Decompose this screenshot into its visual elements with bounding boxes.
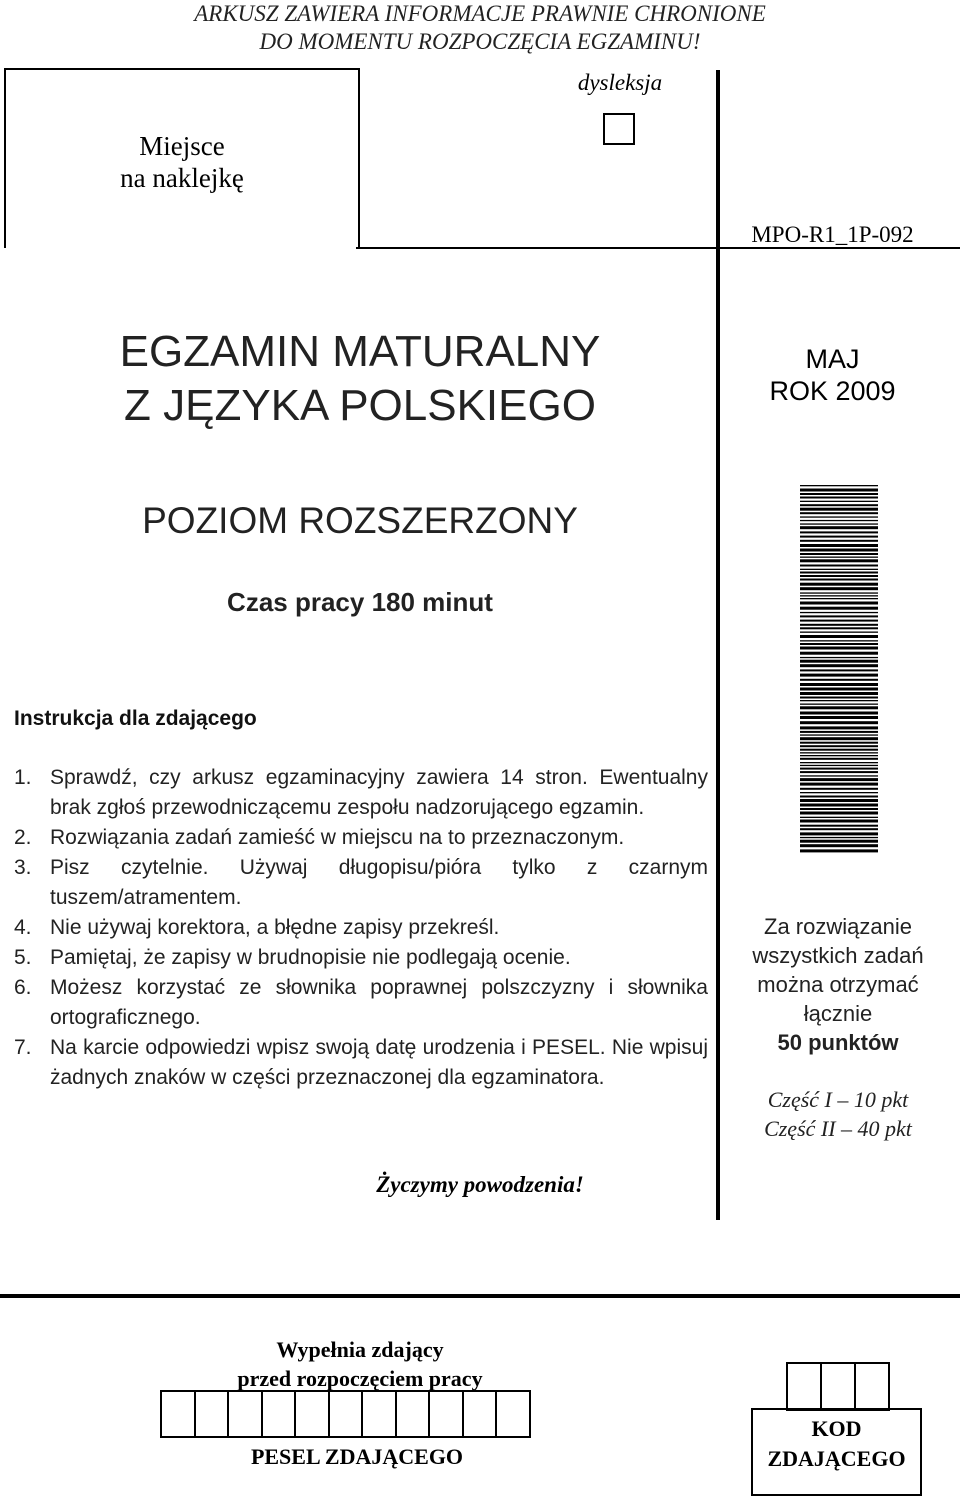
barcode-bar	[800, 742, 878, 744]
barcode-bar	[800, 758, 878, 760]
pesel-digit-box[interactable]	[330, 1392, 364, 1436]
barcode-bar	[800, 664, 878, 667]
barcode-bar	[800, 485, 878, 486]
barcode-bar	[800, 712, 878, 715]
barcode-bar	[800, 643, 878, 645]
code-digit-box[interactable]	[788, 1364, 822, 1409]
barcode-bar	[800, 520, 878, 521]
barcode-bar	[800, 531, 878, 533]
pesel-digit-box[interactable]	[397, 1392, 431, 1436]
barcode-bar	[800, 799, 878, 802]
barcode-bar	[800, 775, 878, 776]
barcode-bar	[800, 607, 878, 610]
fill-label-line-2: przed rozpoczęciem pracy	[237, 1366, 483, 1391]
instruction-item: 3. Pisz czytelnie. Używaj długopisu/pióra tylko z czarnym tuszem/atramentem.	[14, 856, 708, 909]
sticker-label-line-2: na naklejkę	[120, 163, 244, 193]
barcode-bar	[800, 849, 878, 852]
exam-code: MPO-R1_1P-092	[751, 222, 914, 247]
points-part-2: Część II – 40 pkt	[764, 1116, 912, 1141]
pesel-digit-box[interactable]	[464, 1392, 498, 1436]
code-label-line-2: ZDAJĄCEGO	[767, 1446, 906, 1471]
barcode-bar	[800, 716, 878, 719]
barcode-bar	[800, 640, 878, 641]
pesel-digit-box[interactable]	[363, 1392, 397, 1436]
barcode-bar	[800, 592, 878, 593]
barcode-bar	[800, 700, 878, 701]
instruction-item: 7. Na karcie odpowiedzi wpisz swoją datę urodzenia i PESEL. Nie wpisuj żadnych znaków w części przeznaczonej dla egzaminatora.	[14, 1036, 708, 1089]
barcode-bar	[800, 692, 878, 695]
barcode-bar	[800, 825, 878, 827]
barcode-bar	[800, 704, 878, 705]
points-line-1: Za rozwiązanie	[764, 914, 912, 939]
points-part-1: Część I – 10 pkt	[767, 1087, 909, 1112]
points-line-3: można otrzymać	[757, 972, 919, 997]
code-digit-box[interactable]	[856, 1364, 890, 1409]
barcode-bar	[800, 837, 878, 838]
barcode-bar	[800, 788, 878, 790]
bottom-divider	[0, 1294, 960, 1298]
points-info	[724, 912, 952, 1057]
barcode-bar	[800, 572, 878, 574]
pesel-digit-box[interactable]	[229, 1392, 263, 1436]
instruction-item: 2. Rozwiązania zadań zamieść w miejscu na to przeznaczonym.	[14, 826, 625, 849]
exam-level: POZIOM ROZSZERZONY	[142, 500, 578, 541]
pesel-digit-box[interactable]	[430, 1392, 464, 1436]
barcode-bar	[800, 844, 878, 847]
barcode-bar	[800, 737, 878, 740]
barcode-bar	[800, 632, 878, 633]
barcode-bar	[800, 683, 878, 686]
points-line-2: wszystkich zadań	[752, 943, 924, 968]
barcode-bar	[800, 706, 878, 709]
barcode-bar	[800, 627, 878, 629]
barcode-bar	[800, 504, 878, 506]
barcode-bar	[800, 526, 878, 529]
barcode-bar	[800, 778, 878, 781]
barcode-bar	[800, 762, 878, 763]
barcode-bar	[800, 602, 878, 605]
barcode-bar	[800, 615, 878, 617]
barcode-bar	[800, 612, 878, 613]
fill-label-line-1: Wypełnia zdający	[276, 1337, 444, 1362]
instructions-title: Instrukcja dla zdającego	[14, 707, 257, 730]
instruction-item: 4. Nie używaj korektora, a błędne zapisy przekreśl.	[14, 916, 500, 939]
barcode-bar	[800, 755, 878, 756]
barcode-bar	[800, 565, 878, 567]
barcode-bar	[800, 726, 878, 729]
barcode-bar	[800, 669, 878, 671]
barcode-bar	[800, 697, 878, 699]
exam-title-line-1: EGZAMIN MATURALNY	[119, 327, 601, 376]
header-divider	[356, 247, 960, 249]
code-digit-box[interactable]	[822, 1364, 856, 1409]
barcode-bar	[800, 679, 878, 681]
barcode-bar	[800, 832, 878, 835]
code-input-boxes	[786, 1362, 890, 1411]
exam-time: Czas pracy 180 minut	[227, 587, 493, 617]
header-notice	[100, 0, 860, 56]
barcode-bar	[800, 559, 878, 562]
barcode-bar	[800, 734, 878, 735]
barcode-bar	[800, 721, 878, 724]
barcode-bar	[800, 783, 878, 786]
session-year: ROK 2009	[769, 376, 896, 406]
barcode-bar	[800, 549, 878, 552]
barcode-bar	[800, 820, 878, 823]
barcode-bar	[800, 587, 878, 590]
instruction-item: 1. Sprawdź, czy arkusz egzaminacyjny zawiera 14 stron. Ewentualny brak zgłoś przewodniczącemu zespołu nadzorującego egzamin.	[14, 766, 708, 819]
barcode-bar	[800, 489, 878, 492]
barcode-bar	[800, 508, 878, 511]
barcode-bar	[800, 817, 878, 818]
points-parts	[724, 1085, 952, 1143]
barcode-bar	[800, 652, 878, 655]
session-month: MAJ	[805, 344, 860, 374]
instruction-item: 5. Pamiętaj, że zapisy w brudnopisie nie podlegają ocenie.	[14, 946, 571, 969]
pesel-digit-box[interactable]	[263, 1392, 297, 1436]
pesel-digit-box[interactable]	[296, 1392, 330, 1436]
barcode-bar	[800, 536, 878, 538]
instructions-list	[14, 763, 708, 1093]
barcode-bar	[800, 660, 878, 663]
barcode-bar	[800, 804, 878, 807]
barcode-bar	[800, 583, 878, 586]
barcode-bar	[800, 620, 878, 622]
barcode-bar	[800, 635, 878, 638]
pesel-input-boxes	[160, 1390, 531, 1438]
barcode-bar	[800, 598, 878, 599]
barcode-bar	[800, 501, 878, 502]
barcode-bar	[800, 828, 878, 830]
barcode-bar	[800, 624, 878, 626]
pesel-label: PESEL ZDAJĄCEGO	[250, 1444, 464, 1469]
pesel-digit-box[interactable]	[196, 1392, 230, 1436]
sticker-label-line-1: Miejsce	[139, 131, 225, 161]
barcode-bar	[800, 796, 878, 798]
barcode-bar	[800, 579, 878, 581]
points-total: 50 punktów	[777, 1030, 899, 1055]
barcode-bar	[800, 516, 878, 517]
barcode-bar	[800, 575, 878, 577]
fill-section-label	[180, 1335, 540, 1393]
barcode-bar	[800, 540, 878, 542]
barcode-bar	[800, 792, 878, 793]
barcode-bar	[800, 765, 878, 766]
exam-title-line-2: Z JĘZYKA POLSKIEGO	[124, 381, 596, 430]
barcode-icon	[800, 485, 878, 853]
barcode-bar	[800, 569, 878, 570]
barcode-bar	[800, 557, 878, 558]
barcode-bar	[800, 688, 878, 691]
barcode-bar	[800, 595, 878, 596]
barcode-bar	[800, 808, 878, 810]
notice-line-2: DO MOMENTU ROZPOCZĘCIA EGZAMINU!	[259, 29, 701, 54]
pesel-digit-box[interactable]	[497, 1392, 531, 1436]
barcode-bar	[800, 674, 878, 677]
barcode-bar	[800, 544, 878, 547]
barcode-bar	[800, 752, 878, 753]
barcode-bar	[800, 768, 878, 770]
barcode-bar	[800, 657, 878, 658]
code-label	[751, 1414, 922, 1474]
barcode-bar	[800, 749, 878, 751]
barcode-bar	[800, 647, 878, 650]
barcode-bar	[800, 512, 878, 514]
barcode-bar	[800, 771, 878, 773]
instruction-item: 6. Możesz korzystać ze słownika poprawnej polszczyzny i słownika ortograficznego.	[14, 976, 708, 1029]
dyslexia-checkbox[interactable]	[603, 113, 635, 145]
good-luck-message: Życzymy powodzenia!	[376, 1172, 584, 1197]
sticker-box	[4, 68, 360, 248]
points-line-4: łącznie	[803, 1001, 873, 1026]
barcode-bar	[800, 840, 878, 843]
barcode-bar	[800, 731, 878, 733]
code-label-line-1: KOD	[811, 1416, 862, 1441]
barcode-bar	[800, 745, 878, 747]
barcode-bar	[800, 523, 878, 524]
notice-line-1: ARKUSZ ZAWIERA INFORMACJE PRAWNIE CHRONIONE	[194, 1, 766, 26]
dyslexia-label: dysleksja	[577, 70, 663, 95]
barcode-bar	[800, 493, 878, 495]
barcode-bar	[800, 553, 878, 555]
barcode-bar	[800, 812, 878, 815]
barcode-bar	[800, 497, 878, 499]
pesel-digit-box[interactable]	[162, 1392, 196, 1436]
